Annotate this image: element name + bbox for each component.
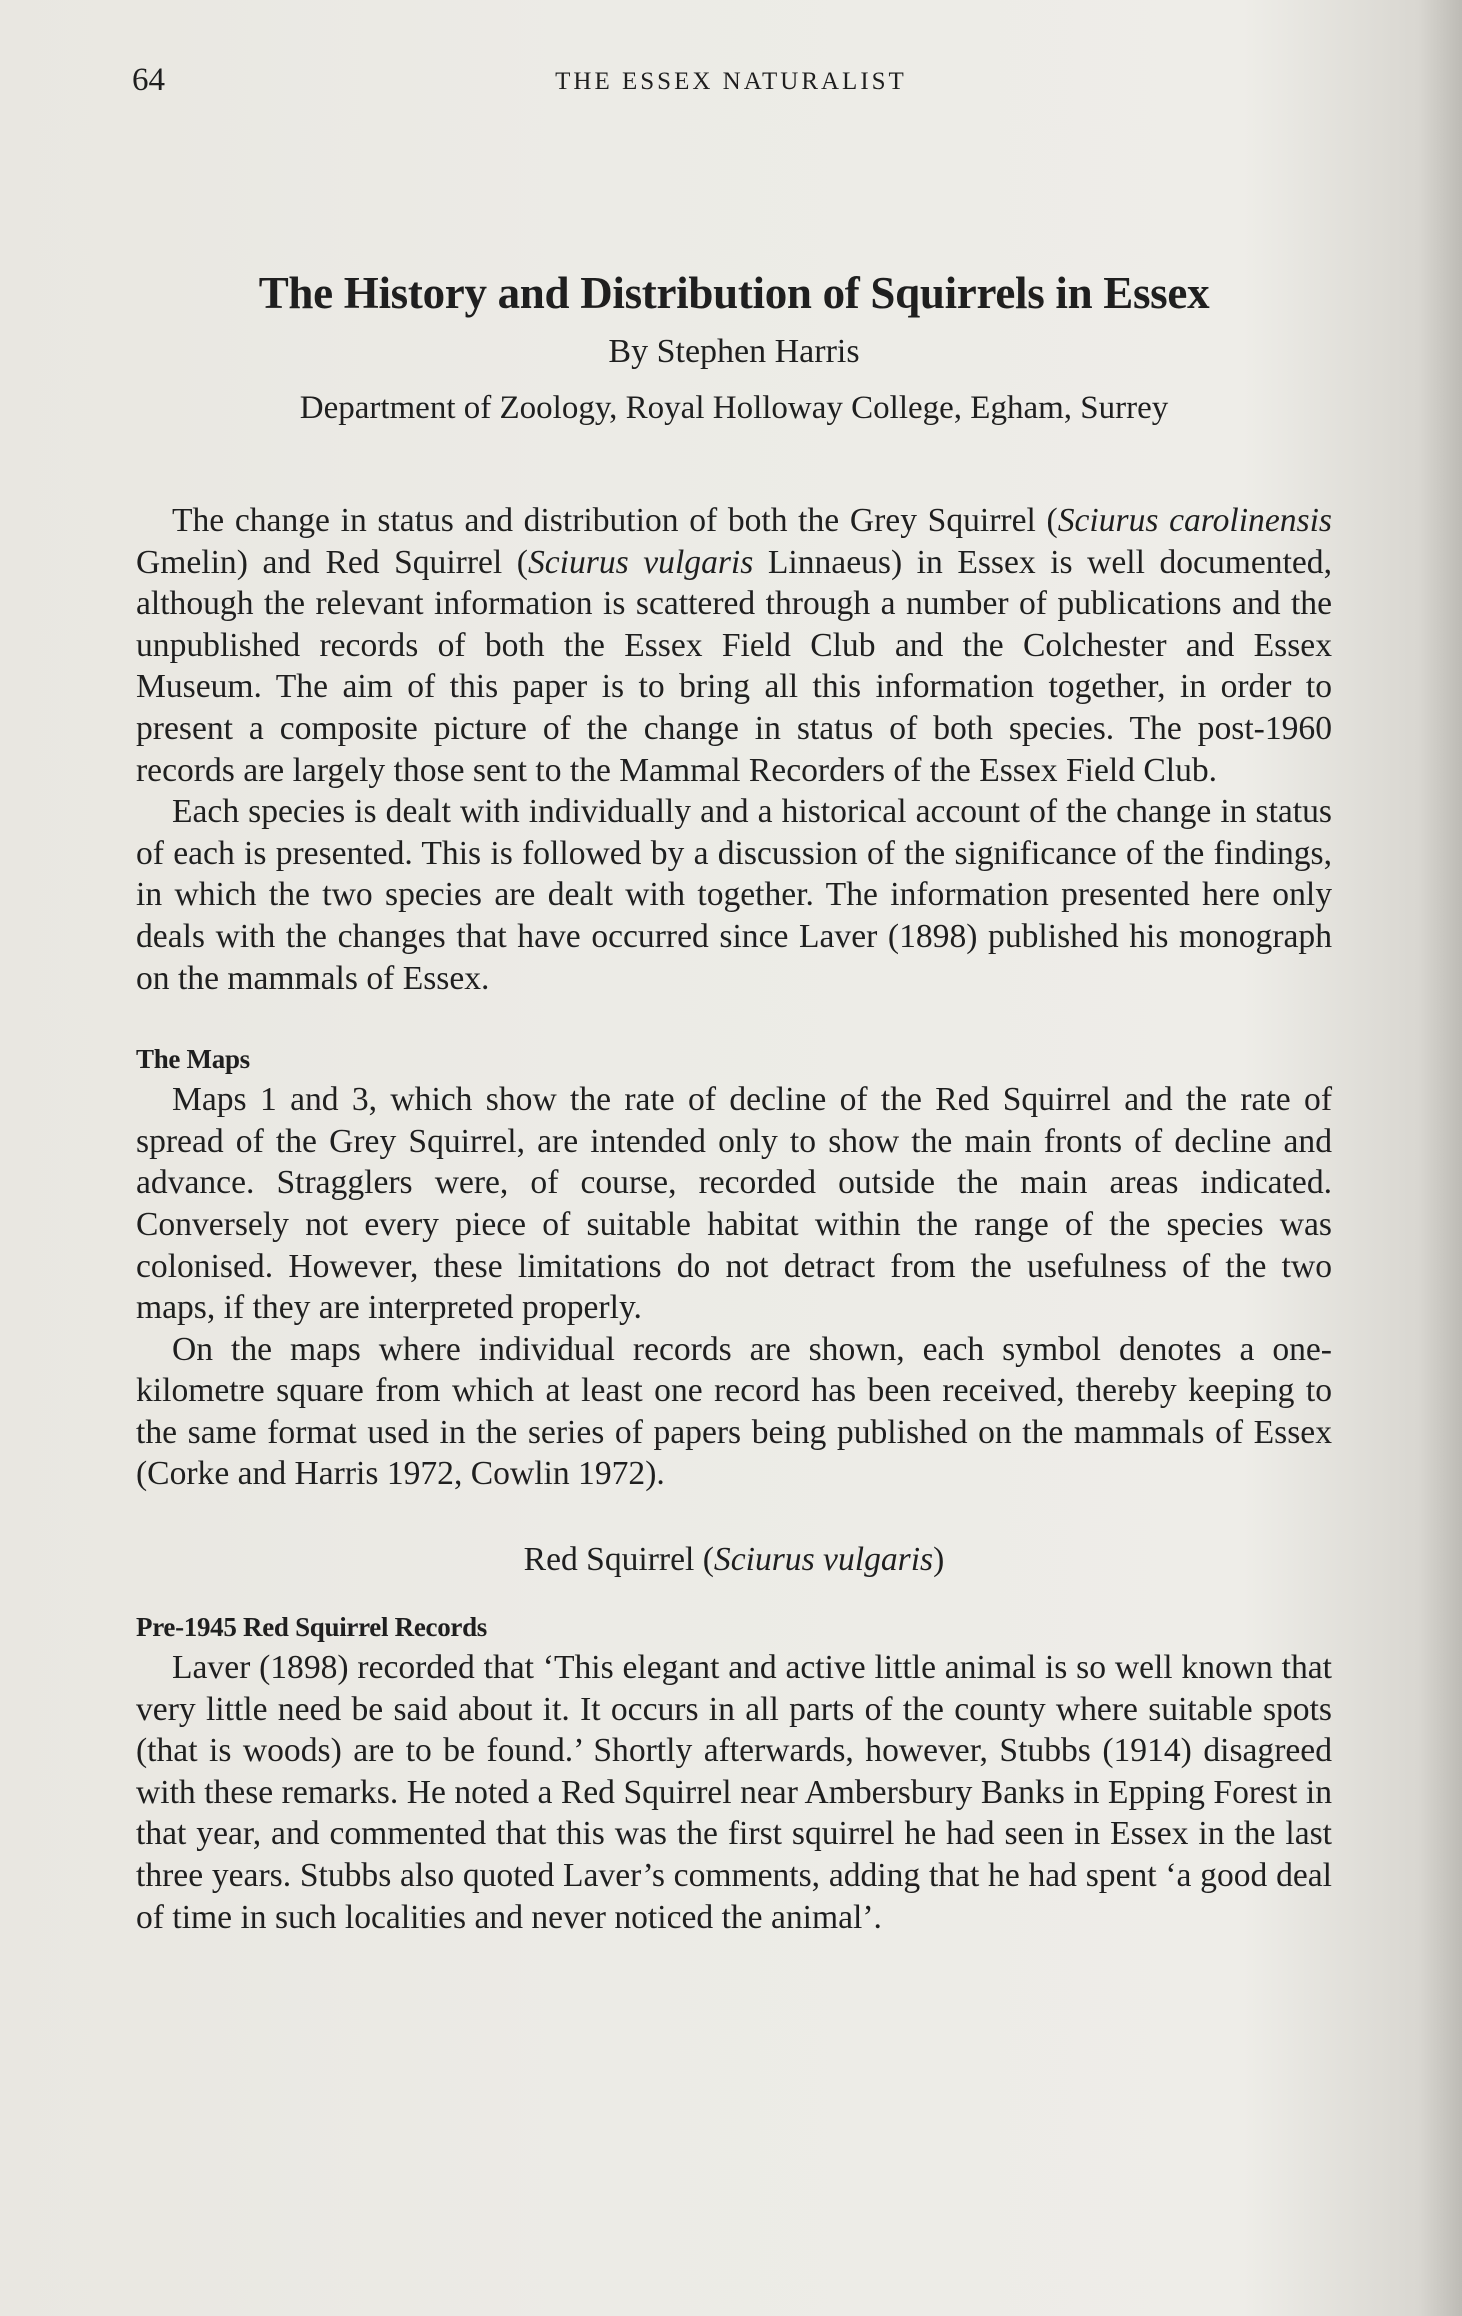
article-title: The History and Distribution of Squirrels in Essex [258, 268, 1210, 318]
maps-paragraph-1: Maps 1 and 3, which show the rate of decline of the Red Squirrel and the rate of spread of the Grey Squirrel, are intended only to show the main fronts of decline and advance. Stragglers were, of course, recorded outside the main areas indicated. Conversely not every piece of suitable habitat within the range of the species was colonised. However, these limitations do not detract from the usefulness of the two maps, if they are interpreted properly. [136, 1081, 1332, 1327]
pre-1945-heading: Pre-1945 Red Squirrel Records [136, 1612, 488, 1643]
intro-text: Linnaeus) in Essex is well documented, although the relevant information is scattered through a number of publications and the unpublished records of both the Essex Field Club and the Colchester and Essex Museum. The aim of this paper is to bring all this information together, in order to present a composite picture of the change in status of both species. The post-1960 records are largely those sent to the Mammal Recorders of the Essex Field Club. [136, 543, 1332, 789]
intro-text: The change in status and distribution of both the Grey Squirrel ( [172, 502, 1058, 539]
red-squirrel-paragraph-1: Laver (1898) recorded that ‘This elegant and active little animal is so well known that very little need be said about it. It occurs in all parts of the county where suitable spots (that is woods) are to be found.’ Shortly afterwards, however, Stubbs (1914) disagreed with these remarks. He noted a Red Squirrel near Ambersbury Banks in Epping Forest in that year, and commented that this was the first squirrel he had seen in Essex in the last three years. Stubbs also quoted Laver’s comments, adding that he had spent ‘a good deal of time in such localities and never noticed the animal’. [136, 1649, 1332, 1936]
maps-paragraph-2: On the maps where individual records are shown, each symbol denotes a one-kilometre square from which at least one record has been received, thereby keeping to the same format used in the series of papers being published on the mammals of Essex (Corke and Harris 1972, Cowlin 1972). [136, 1330, 1332, 1493]
maps-heading: The Maps [136, 1044, 250, 1075]
page-number: 64 [132, 62, 165, 98]
intro-paragraph-2: Each species is dealt with individually and a historical account of the change in status of each is presented. This is followed by a discussion of the significance of the findings, in which the two species are dealt with together. The information presented here only deals with the changes that have occurred since Laver (1898) published his monograph on the mammals of Essex. [136, 793, 1332, 997]
article-body [136, 262, 1332, 1938]
journal-name: THE ESSEX NATURALIST [555, 68, 907, 95]
author-byline: By Stephen Harris [608, 333, 860, 370]
scientific-name: Sciurus vulgaris [713, 1541, 934, 1579]
red-squirrel-section-title [136, 1539, 1332, 1581]
intro-paragraph-1 [136, 500, 1332, 791]
section-title-text: ) [933, 1541, 945, 1579]
section-title-text: Red Squirrel ( [523, 1541, 714, 1579]
author-affiliation: Department of Zoology, Royal Holloway College, Egham, Surrey [299, 390, 1169, 426]
scientific-name: Sciurus carolinensis [1057, 502, 1332, 539]
intro-text: Gmelin) and Red Squirrel ( [136, 543, 528, 581]
scientific-name: Sciurus vulgaris [527, 543, 754, 581]
running-head [132, 62, 1330, 102]
